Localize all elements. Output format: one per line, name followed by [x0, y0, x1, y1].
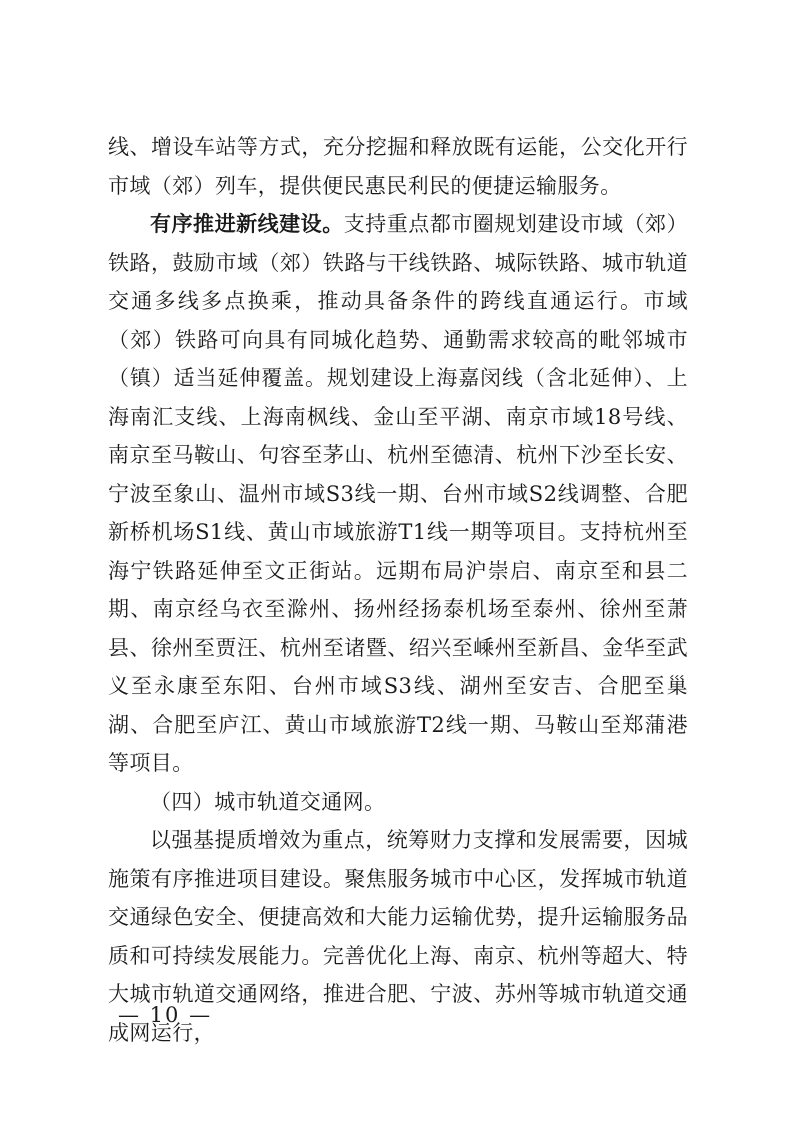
section-heading: [108, 783, 688, 822]
paragraph-text: 以强基提质增效为重点，统筹财力支撑和发展需要，因城施策有序推进项目建设。聚焦服务城市中心区，发挥城市轨道交通绿色安全、便捷高效和大能力运输优势，提升运输服务品质和可持续发展能力。完善优化上海、南京、杭州等超大、特大城市轨道交通网络，推进合肥、宁波、苏州等城市轨道交通成网运行，: [108, 828, 688, 1045]
paragraph-text: 线、增设车站等方式，充分挖掘和释放既有运能，公交化开行市域（郊）列车，提供便民惠民利民的便捷运输服务。: [108, 135, 688, 198]
paragraph-lead: 有序推进新线建设。: [150, 211, 344, 236]
section-heading-text: （四）城市轨道交通网。: [150, 789, 386, 814]
page-number: — 10 —: [118, 1003, 213, 1027]
paragraph-new-line-construction: [108, 205, 688, 783]
paragraph-continued: [108, 128, 688, 205]
paragraph-text: 支持重点都市圈规划建设市域（郊）铁路，鼓励市域（郊）铁路与干线铁路、城际铁路、城市轨道交通多线多点换乘，推动具备条件的跨线直通运行。市域（郊）铁路可向具有同城化趋势、通勤需求较高的毗邻城市（镇）适当延伸覆盖。规划建设上海嘉闵线（含北延伸）、上海南汇支线、上海南枫线、金山至平湖、南京市域18号线、南京至马鞍山、句容至茅山、杭州至德清、杭州下沙至长安、宁波至象山、温州市域S3线一期、台州市域S2线调整、合肥新桥机场S1线、黄山市域旅游T1线一期等项目。支持杭州至海宁铁路延伸至文正街站。远期布局沪崇启、南京至和县二期、南京经乌衣至滁州、扬州经扬泰机场至泰州、徐州至萧县、徐州至贾汪、杭州至诸暨、绍兴至嵊州至新昌、金华至武义至永康至东阳、台州市域S3线、湖州至安吉、合肥至巢湖、合肥至庐江、黄山市域旅游T2线一期、马鞍山至郑蒲港等项目。: [108, 212, 688, 775]
document-body: [108, 128, 688, 1052]
